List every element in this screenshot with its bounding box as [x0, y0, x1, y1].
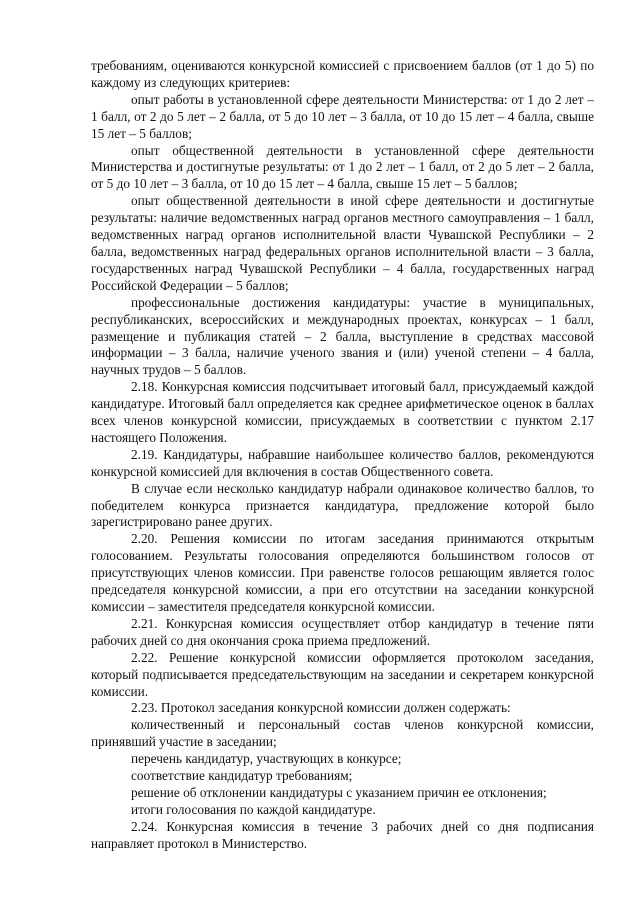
paragraph: требованиям, оцениваются конкурсной комиссией с присвоением баллов (от 1 до 5) по каждому из следующих критериев:: [91, 58, 594, 90]
paragraph: 2.23. Протокол заседания конкурсной комиссии должен содержать:: [131, 700, 511, 716]
paragraph: профессиональные достижения кандидатуры: участие в муниципальных, республиканских, всероссийских и международных проектах, конкурсах – 1 балл, размещение и публикация статей – 2 балла, выступление в средствах массовой информации – 3 балла, наличие ученого звания и (или) ученой степени – 4 балла, научных трудов – 5 баллов.: [91, 294, 594, 378]
paragraph: перечень кандидатур, участвующих в конкурсе;: [131, 751, 402, 767]
paragraph: 2.21. Конкурсная комиссия осуществляет отбор кандидатур в течение пяти рабочих дней со дня окончания срока приема предложений.: [91, 615, 594, 648]
paragraph: опыт работы в установленной сфере деятельности Министерства: от 1 до 2 лет – 1 балл, от 2 до 5 лет – 2 балла, от 5 до 10 лет – 3 балла, от 10 до 15 лет – 4 балла, свыше 15 лет – 5 баллов;: [91, 91, 594, 141]
paragraph: итоги голосования по каждой кандидатуре.: [131, 801, 376, 817]
paragraph: 2.22. Решение конкурсной комиссии оформляется протоколом заседания, который подписывается председательствующим на заседании и секретарем конкурсной комиссии.: [91, 649, 594, 699]
paragraph: решение об отклонении кандидатуры с указанием причин ее отклонения;: [131, 784, 547, 800]
document-body: [91, 58, 594, 853]
paragraph: 2.20. Решения комиссии по итогам заседания принимаются открытым голосованием. Результаты голосования определяются большинством голосов от присутствующих членов комиссии. При равенстве голосов решающим является голос председателя конкурсной комиссии, а при его отсутствии на заседании конкурсной комиссии – заместителя председателя конкурсной комиссии.: [91, 531, 594, 614]
paragraph: 2.19. Кандидатуры, набравшие наибольшее количество баллов, рекомендуются конкурсной комиссией для включения в состав Общественного совета.: [91, 446, 594, 479]
paragraph: соответствие кандидатур требованиям;: [131, 768, 353, 784]
paragraph: количественный и персональный состав членов конкурсной комиссии, принявший участие в заседании;: [91, 717, 594, 750]
paragraph: опыт общественной деятельности в иной сфере деятельности и достигнутые результаты: наличие ведомственных наград органов местного самоуправления – 1 балл, ведомственных наград органов исполнительной власти Чувашской Республики – 2 балла, ведомственных наград федеральных органов исполнительной власти – 3 балла, государственных наград Чувашской Республики – 4 балла, государственных наград Российской Федерации – 5 баллов;: [91, 193, 594, 293]
paragraph: 2.18. Конкурсная комиссия подсчитывает итоговый балл, присуждаемый каждой кандидатуре. Итоговый балл определяется как среднее арифметическое оценок в баллах всех членов конкурсной комиссии, присуждаемых в соответствии с пунктом 2.17 настоящего Положения.: [91, 379, 594, 445]
paragraph: 2.24. Конкурсная комиссия в течение 3 рабочих дней со дня подписания направляет протокол в Министерство.: [91, 818, 594, 851]
paragraph: опыт общественной деятельности в установленной сфере деятельности Министерства и достигнутые результаты: от 1 до 2 лет – 1 балл, от 2 до 5 лет – 2 балла, от 5 до 10 лет – 3 балла, от 10 до 15 лет – 4 балла, свыше 15 лет – 5 баллов;: [91, 142, 594, 192]
paragraph: В случае если несколько кандидатур набрали одинаковое количество баллов, то победителем конкурса признается кандидатура, предложение которой было зарегистрировано ранее других.: [91, 480, 594, 530]
